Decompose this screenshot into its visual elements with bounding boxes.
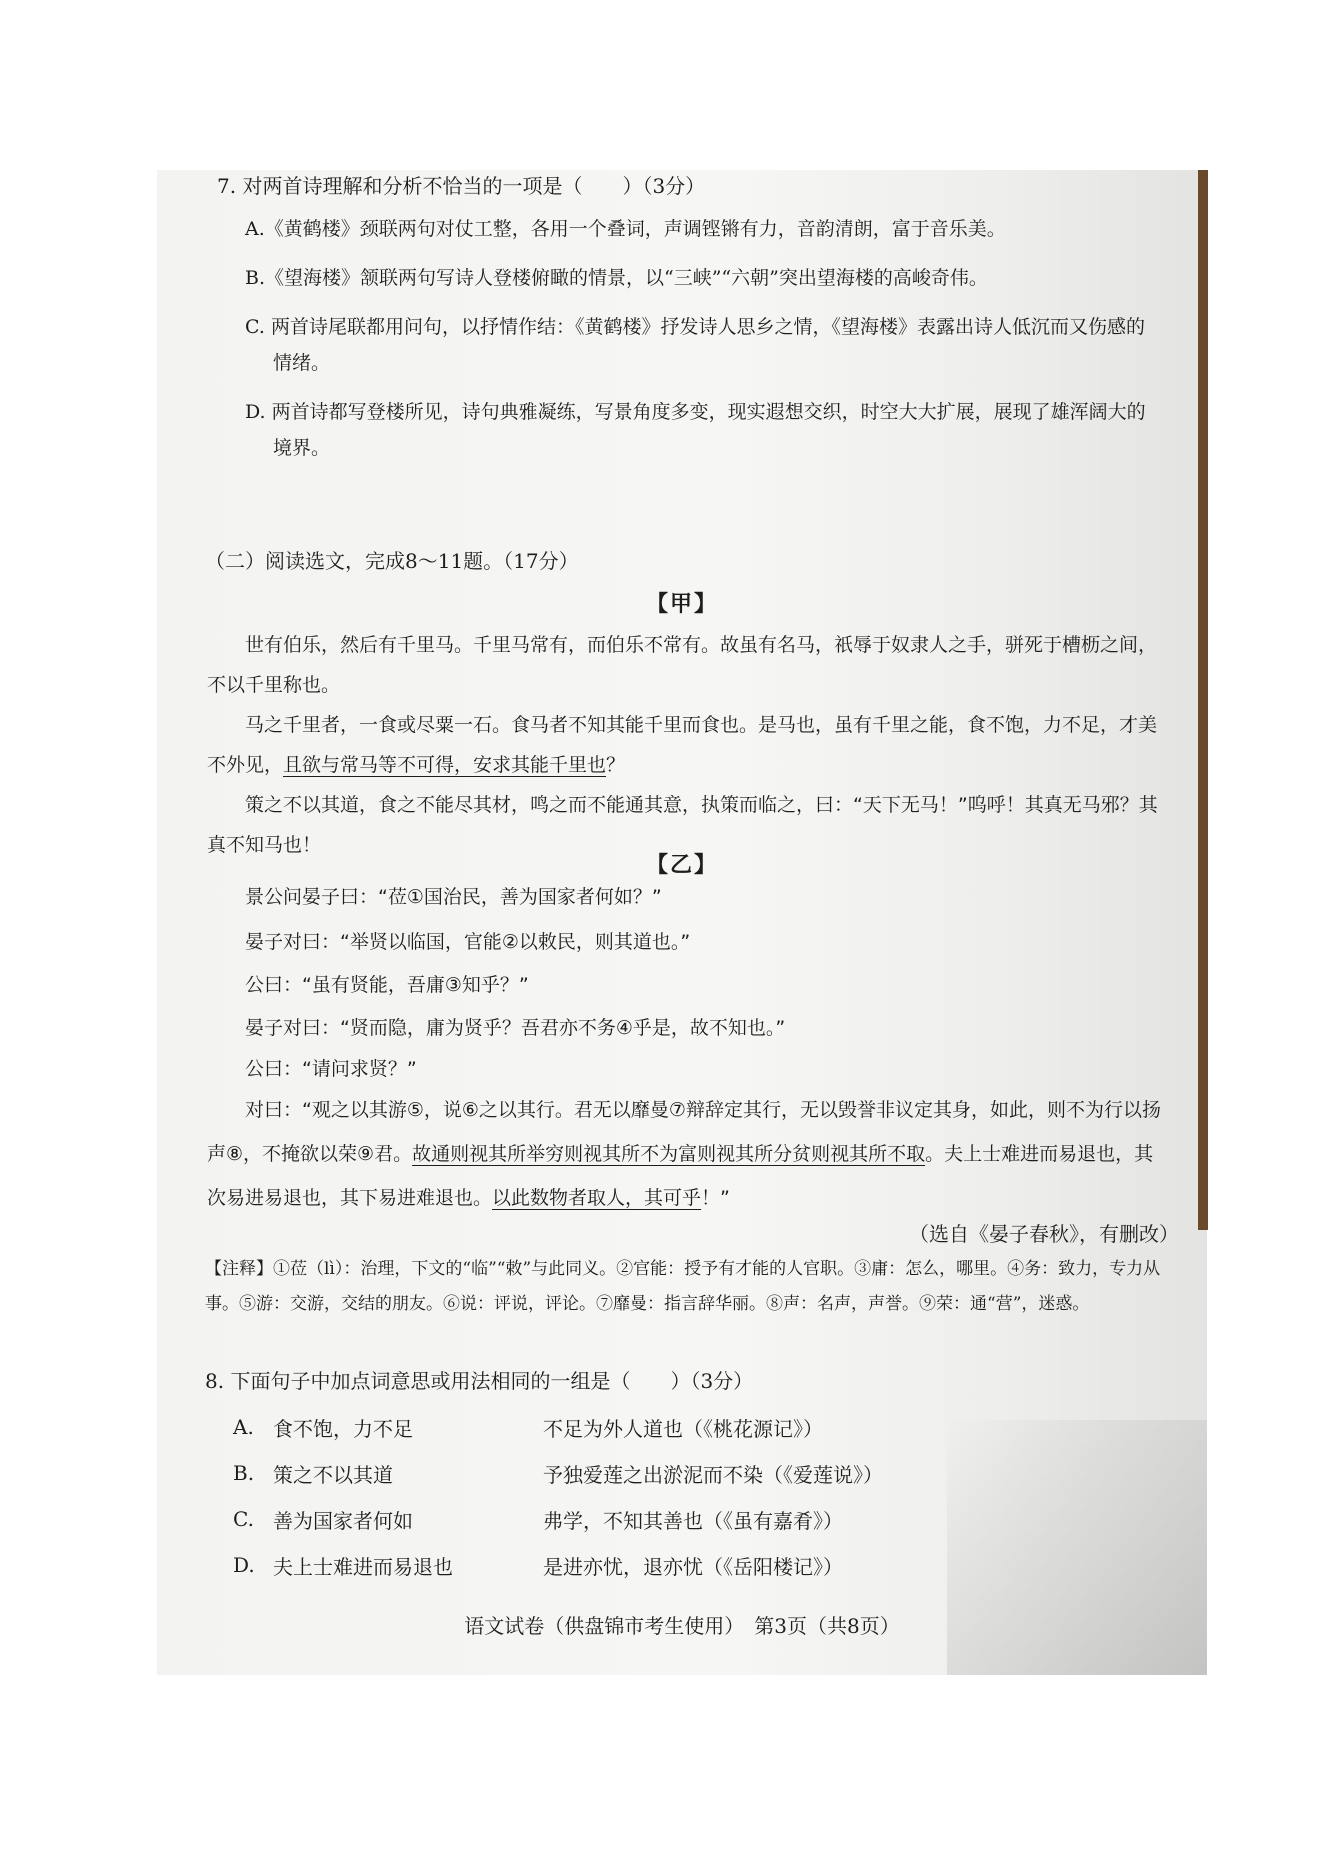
option-left-sentence: 善为国家者何如 bbox=[273, 1508, 413, 1533]
passage-yi-heading: 【乙】 bbox=[645, 852, 718, 878]
section-heading: （二）阅读选文，完成8～11题。（17分） bbox=[205, 549, 579, 573]
dialogue-line: 晏子对曰：“贤而隐，庸为贤乎？吾君亦不务④乎是，故不知也。” bbox=[245, 1017, 786, 1039]
exam-page bbox=[157, 170, 1207, 1675]
question-8-option-d bbox=[205, 1542, 1165, 1588]
dialogue-line: 公曰：“请问求贤？” bbox=[245, 1058, 417, 1080]
option-label: B. bbox=[233, 1461, 255, 1485]
question-8 bbox=[205, 1365, 1165, 1588]
option-right-sentence: 是进亦忧，退亦忧（《岳阳楼记》） bbox=[543, 1554, 843, 1579]
question-7-title: 7. 对两首诗理解和分析不恰当的一项是（ ）（3分） bbox=[217, 174, 706, 198]
question-8-option-b bbox=[205, 1450, 1165, 1496]
question-7 bbox=[217, 170, 1157, 479]
passage-jia-heading: 【甲】 bbox=[645, 591, 718, 617]
option-label: D. bbox=[233, 1553, 255, 1577]
underlined-sentence: 且欲与常马等不可得，安求其能千里也 bbox=[283, 754, 607, 776]
question-7-option-d: D. 两首诗都写登楼所见，诗句典雅凝练，写景角度多变，现实遐想交织，时空大大扩展，展现了雄浑阔大的境界。 bbox=[245, 401, 1146, 459]
option-left-sentence: 策之不以其道 bbox=[273, 1462, 393, 1487]
page-edge-bar bbox=[1198, 170, 1208, 1230]
question-7-option-c: C. 两首诗尾联都用问句，以抒情作结：《黄鹤楼》抒发诗人思乡之情，《望海楼》表露出诗人低沉而又伤感的情绪。 bbox=[245, 316, 1145, 374]
dialogue-line: 公曰：“虽有贤能，吾庸③知乎？” bbox=[245, 974, 529, 996]
paragraph-2-text: 马之千里者，一食或尽粟一石。食马者不知其能千里而食也。是马也，虽有千里之能，食不饱，力不足，才美不外见， bbox=[207, 714, 1158, 776]
option-left-sentence: 食不饱，力不足 bbox=[273, 1416, 413, 1441]
option-left-sentence: 夫上士难进而易退也 bbox=[273, 1554, 453, 1579]
option-right-sentence: 予独爱莲之出淤泥而不染（《爱莲说》） bbox=[543, 1462, 883, 1487]
annotation-notes: 【注释】①莅（lì）：治理，下文的“临”“敕”与此同义。②官能：授予有才能的人官职。③庸：怎么，哪里。④务：致力，专力从事。⑤游：交游，交结的朋友。⑥说：评说，评论。⑦靡曼：指言辞华丽。⑧声：名声，声誉。⑨荣：通“营”，迷惑。 bbox=[205, 1259, 1161, 1314]
passage-jia-paragraph-2 bbox=[207, 705, 1167, 785]
paragraph-text: 对曰：“观之以其游⑤，说⑥之以其行。君无以靡曼⑦辩辞定其行，无以毁誉非议定其身，如此，则不为行以扬声⑧，不掩欲以荣⑨君。 bbox=[207, 1099, 1161, 1165]
dialogue-line: 景公问晏子曰：“莅①国治民，善为国家者何如？” bbox=[245, 886, 662, 908]
question-7-option-a: A.《黄鹤楼》颈联两句对仗工整，各用一个叠词，声调铿锵有力，音韵清朗，富于音乐美。 bbox=[245, 218, 1006, 240]
dialogue-final-paragraph bbox=[207, 1088, 1172, 1220]
paragraph-2-end: ？ bbox=[606, 754, 626, 776]
option-label: C. bbox=[233, 1507, 254, 1531]
paragraph-end: ！” bbox=[701, 1187, 730, 1209]
source-citation: （选自《晏子春秋》，有删改） bbox=[909, 1222, 1179, 1246]
paragraph-text: 。夫上士难进而易退也，其次易进易退也，其下易进难退也。 bbox=[207, 1143, 1154, 1209]
option-right-sentence: 不足为外人道也（《桃花源记》） bbox=[543, 1416, 823, 1441]
option-right-sentence: 弗学，不知其善也（《虽有嘉肴》） bbox=[543, 1508, 843, 1533]
passage-jia-paragraph-1: 世有伯乐，然后有千里马。千里马常有，而伯乐不常有。故虽有名马，祇辱于奴隶人之手，骈死于槽枥之间，不以千里称也。 bbox=[207, 634, 1158, 696]
underlined-sentence-1: 故通则视其所举穷则视其所不为富则视其所分贫则视其所不取 bbox=[412, 1143, 926, 1165]
question-8-option-a bbox=[205, 1404, 1165, 1450]
scanned-page bbox=[157, 170, 1207, 1675]
question-8-option-c bbox=[205, 1496, 1165, 1542]
option-label: A. bbox=[233, 1415, 254, 1439]
question-7-option-b: B.《望海楼》颔联两句写诗人登楼俯瞰的情景，以“三峡”“六朝”突出望海楼的高峻奇伟。 bbox=[245, 267, 988, 289]
underlined-sentence-2: 以此数物者取人，其可乎 bbox=[492, 1187, 702, 1209]
question-8-title: 8. 下面句子中加点词意思或用法相同的一组是（ ）（3分） bbox=[205, 1369, 754, 1393]
page-footer: 语文试卷（供盘锦市考生使用） 第3页（共8页） bbox=[464, 1614, 900, 1638]
dialogue-line: 晏子对曰：“举贤以临国，官能②以敕民，则其道也。” bbox=[245, 931, 691, 953]
passage-jia-paragraph-3: 策之不以其道，食之不能尽其材，鸣之而不能通其意，执策而临之，曰：“天下无马！”呜呼！其真无马邪？其真不知马也！ bbox=[207, 794, 1158, 856]
